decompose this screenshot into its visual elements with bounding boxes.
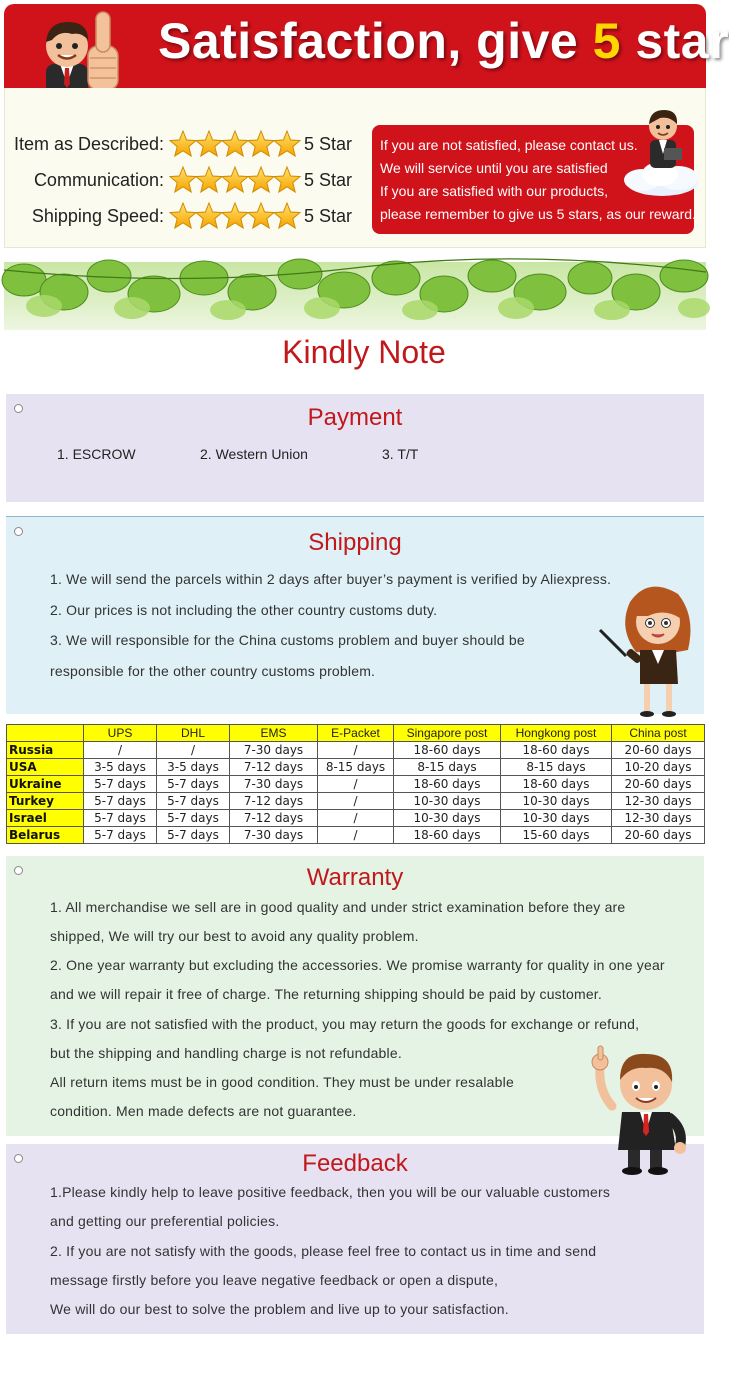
delivery-time-cell: 18-60 days xyxy=(394,742,501,759)
table-header-cell: China post xyxy=(612,725,705,742)
delivery-time-cell: / xyxy=(84,742,157,759)
delivery-time-cell: 5-7 days xyxy=(84,776,157,793)
rating-value: 5 Star xyxy=(304,170,353,190)
warranty-line: 2. One year warranty but excluding the accessories. We promise warranty for quality in one year xyxy=(50,957,665,973)
delivery-time-cell: 7-30 days xyxy=(230,776,318,793)
notice-line: please remember to give us 5 stars, as our reward. xyxy=(380,206,696,222)
star-icon xyxy=(248,130,274,163)
warranty-line: condition. Men made defects are not guarantee. xyxy=(50,1103,357,1119)
table-row xyxy=(7,827,705,844)
delivery-time-cell: 20-60 days xyxy=(612,776,705,793)
kindly-note-title: Kindly Note xyxy=(282,334,446,370)
delivery-time-cell: 7-12 days xyxy=(230,810,318,827)
rating-label: Shipping Speed: xyxy=(31,206,164,226)
delivery-time-cell: 10-30 days xyxy=(501,793,612,810)
payment-item: 1. ESCROW xyxy=(57,446,136,462)
table-row xyxy=(7,810,705,827)
delivery-time-cell: 10-30 days xyxy=(501,810,612,827)
country-cell: Ukraine xyxy=(7,776,84,793)
country-cell: Israel xyxy=(7,810,84,827)
delivery-time-cell: 7-12 days xyxy=(230,793,318,810)
delivery-time-cell: / xyxy=(318,810,394,827)
delivery-time-cell: 8-15 days xyxy=(501,759,612,776)
title-highlight-five: 5 xyxy=(592,13,621,69)
leaves-banner xyxy=(4,262,706,332)
warranty-line: 1. All merchandise we sell are in good quality and under strict examination before they are xyxy=(50,899,626,915)
header-title xyxy=(158,12,729,70)
delivery-time-cell: / xyxy=(318,776,394,793)
delivery-time-cell: 10-30 days xyxy=(394,793,501,810)
feedback-line: message firstly before you leave negative feedback or open a dispute, xyxy=(50,1272,499,1288)
table-row xyxy=(7,793,705,810)
payment-section xyxy=(6,394,704,502)
star-icon xyxy=(222,202,248,235)
table-header-cell: Hongkong post xyxy=(501,725,612,742)
star-icon xyxy=(222,130,248,163)
star-icon xyxy=(196,202,222,235)
delivery-time-cell: 7-12 days xyxy=(230,759,318,776)
title-text-part1: Satisfaction, give xyxy=(158,13,593,69)
country-cell: Turkey xyxy=(7,793,84,810)
warranty-title: Warranty xyxy=(306,864,404,891)
star-icon xyxy=(274,130,300,163)
feedback-line: 2. If you are not satisfy with the goods, please feel free to contact us in time and send xyxy=(50,1243,597,1259)
star-icon xyxy=(170,130,196,163)
delivery-time-cell: 10-20 days xyxy=(612,759,705,776)
delivery-time-cell: 7-30 days xyxy=(230,742,318,759)
star-icon xyxy=(274,166,300,199)
man-on-cloud-icon xyxy=(620,102,702,200)
table-header-cell: EMS xyxy=(230,725,318,742)
warranty-line: and we will repair it free of charge. The returning shipping should be paid by customer. xyxy=(50,986,602,1002)
delivery-time-cell: 12-30 days xyxy=(612,793,705,810)
table-row xyxy=(7,742,705,759)
title-text-part2: star xyxy=(620,13,729,69)
star-icon xyxy=(248,166,274,199)
table-header-cell: Singapore post xyxy=(394,725,501,742)
feedback-line: 1.Please kindly help to leave positive feedback, then you will be our valuable customers xyxy=(50,1184,611,1200)
table-header-row xyxy=(7,725,705,742)
feedback-line: and getting our preferential policies. xyxy=(50,1213,280,1229)
delivery-time-cell: / xyxy=(157,742,230,759)
woman-teacher-icon xyxy=(596,580,700,722)
table-header-cell xyxy=(7,725,84,742)
delivery-time-cell: 10-30 days xyxy=(394,810,501,827)
feedback-title: Feedback xyxy=(302,1150,408,1177)
country-cell: Belarus xyxy=(7,827,84,844)
rating-value: 5 Star xyxy=(304,134,353,154)
delivery-time-cell: 20-60 days xyxy=(612,742,705,759)
delivery-time-cell: 3-5 days xyxy=(84,759,157,776)
table-header-cell: E-Packet xyxy=(318,725,394,742)
delivery-time-cell: 5-7 days xyxy=(84,793,157,810)
rating-label: Communication: xyxy=(33,170,164,190)
delivery-time-cell: / xyxy=(318,793,394,810)
delivery-time-cell: 5-7 days xyxy=(157,776,230,793)
delivery-time-cell: 5-7 days xyxy=(157,827,230,844)
delivery-time-cell: / xyxy=(318,742,394,759)
rating-row-communication xyxy=(0,166,360,196)
country-cell: Russia xyxy=(7,742,84,759)
table-header-cell: UPS xyxy=(84,725,157,742)
star-icon xyxy=(196,166,222,199)
businessman-pointing-icon xyxy=(584,1046,694,1176)
delivery-time-cell: 18-60 days xyxy=(394,827,501,844)
shipping-line: 1. We will send the parcels within 2 days after buyer’s payment is verified by Aliexpress. xyxy=(50,571,612,587)
notice-line: If you are satisfied with our products, xyxy=(380,183,608,199)
rating-stars xyxy=(170,202,300,235)
delivery-time-cell: 12-30 days xyxy=(612,810,705,827)
shipping-title: Shipping xyxy=(308,529,402,556)
star-icon xyxy=(170,166,196,199)
table-header-cell: DHL xyxy=(157,725,230,742)
rating-value: 5 Star xyxy=(304,206,353,226)
delivery-time-cell: 15-60 days xyxy=(501,827,612,844)
shipping-table xyxy=(6,724,705,844)
delivery-time-cell: 5-7 days xyxy=(157,810,230,827)
delivery-time-cell: 7-30 days xyxy=(230,827,318,844)
delivery-time-cell: 8-15 days xyxy=(318,759,394,776)
notice-line: We will service until you are satisfied xyxy=(380,160,608,176)
star-icon xyxy=(248,202,274,235)
leaves-icon xyxy=(4,262,706,332)
star-icon xyxy=(274,202,300,235)
delivery-time-cell: 18-60 days xyxy=(394,776,501,793)
delivery-time-cell: 18-60 days xyxy=(501,776,612,793)
delivery-time-cell: 20-60 days xyxy=(612,827,705,844)
delivery-time-cell: 5-7 days xyxy=(84,827,157,844)
delivery-time-cell: 5-7 days xyxy=(84,810,157,827)
warranty-line: All return items must be in good condition. They must be under resalable xyxy=(50,1074,514,1090)
rating-stars xyxy=(170,130,300,163)
payment-item: 2. Western Union xyxy=(200,446,308,462)
payment-item: 3. T/T xyxy=(382,446,419,462)
shipping-line: responsible for the other country customs problem. xyxy=(50,663,376,679)
warranty-line: but the shipping and handling charge is not refundable. xyxy=(50,1045,402,1061)
delivery-time-cell: 18-60 days xyxy=(501,742,612,759)
star-icon xyxy=(222,166,248,199)
table-row xyxy=(7,759,705,776)
feedback-line: We will do our best to solve the problem and live up to your satisfaction. xyxy=(50,1301,509,1317)
rating-label: Item as Described: xyxy=(13,134,164,154)
shipping-line: 2. Our prices is not including the other country customs duty. xyxy=(50,602,438,618)
rating-stars xyxy=(170,166,300,199)
star-icon xyxy=(196,130,222,163)
notice-line: If you are not satisfied, please contact us. xyxy=(380,137,638,153)
warranty-line: shipped, We will try our best to avoid any quality problem. xyxy=(50,928,419,944)
delivery-time-cell: / xyxy=(318,827,394,844)
payment-title: Payment xyxy=(307,404,403,431)
delivery-time-cell: 8-15 days xyxy=(394,759,501,776)
delivery-time-cell: 5-7 days xyxy=(157,793,230,810)
country-cell: USA xyxy=(7,759,84,776)
rating-row-item-described xyxy=(0,130,360,160)
warranty-line: 3. If you are not satisfied with the product, you may return the goods for exchange or refund, xyxy=(50,1016,640,1032)
rating-row-shipping-speed xyxy=(0,202,360,232)
table-row xyxy=(7,776,705,793)
shipping-line: 3. We will responsible for the China customs problem and buyer should be xyxy=(50,632,525,648)
delivery-time-cell: 3-5 days xyxy=(157,759,230,776)
star-icon xyxy=(170,202,196,235)
